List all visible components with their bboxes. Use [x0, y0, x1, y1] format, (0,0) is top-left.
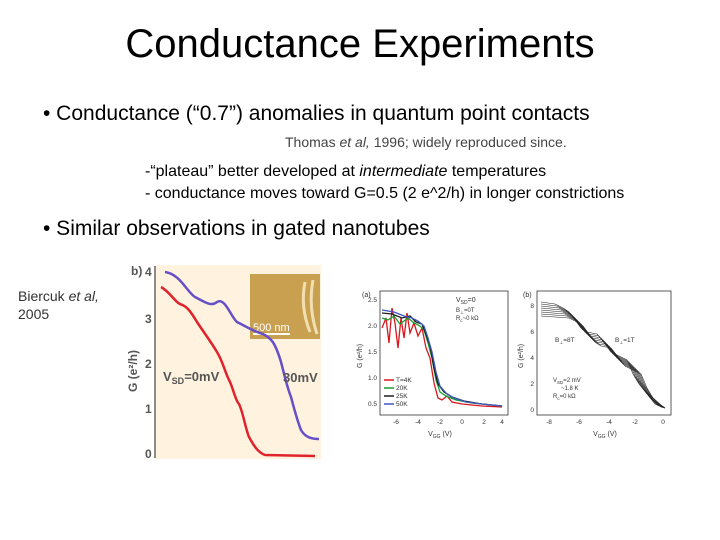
x-ticks [546, 419, 665, 426]
legend-label-20k: 20K [396, 385, 408, 392]
ytick-label: 1 [145, 402, 152, 416]
figure-nanotube-left [125, 262, 325, 462]
ytick-label: 1.5 [367, 349, 377, 356]
xtick-label: -6 [393, 419, 399, 426]
ytick-label: 1.0 [367, 375, 377, 382]
legend-label-25k: 25K [396, 393, 408, 400]
ytick-label: 8 [530, 303, 534, 310]
citation-thomas-rest: 1996; widely reproduced since. [369, 134, 567, 150]
scale-bar-label: 500 nm [253, 322, 290, 334]
xtick-label: 4 [500, 419, 504, 426]
citation-biercuk [18, 287, 99, 323]
citation-biercuk-year: 2005 [18, 306, 50, 322]
ytick-label: 3 [145, 312, 152, 326]
legend [384, 377, 412, 408]
y-ticks [530, 303, 534, 414]
legend-rc: $R_c\sim 0$ kΩ [456, 316, 479, 323]
conditions-note [553, 378, 581, 401]
y-ticks [368, 297, 377, 408]
ytick-label: 2 [530, 381, 534, 388]
x-ticks [393, 419, 504, 426]
xtick-label: 0 [460, 419, 464, 426]
note-rc: $R_c=0$ kΩ [553, 394, 576, 401]
bullet-qpc: • Conductance (“0.7”) anomalies in quantum point contacts [43, 102, 590, 125]
ytick-label: 4 [145, 265, 152, 279]
bullet-nanotubes: • Similar observations in gated nanotubes [43, 217, 430, 240]
subpoint-plateau-post: temperatures [447, 163, 547, 180]
subpoint-plateau-pre: -“plateau” better developed at [145, 163, 360, 180]
ytick-label: 6 [530, 329, 534, 336]
figure-nanotube-right [515, 288, 675, 448]
ytick-label: 2 [145, 357, 152, 371]
ytick-label: 0 [530, 407, 534, 414]
label-b-8t: $B_\perp=8T$ [555, 337, 575, 345]
slide-title: Conductance Experiments [125, 22, 595, 66]
xtick-label: 0 [661, 419, 665, 426]
xtick-label: -4 [415, 419, 421, 426]
note-temp: ~1.8 K [561, 386, 579, 392]
y-ticks [145, 265, 152, 461]
citation-biercuk-author: Biercuk [18, 288, 69, 304]
legend-label-50k: 50K [396, 401, 408, 408]
panel-label: (b) [523, 292, 532, 299]
legend-header [456, 297, 479, 323]
y-axis-label: G (e²/h) [357, 343, 364, 368]
xtick-label: -2 [632, 419, 638, 426]
field-curve [541, 306, 665, 408]
xtick-label: -6 [576, 419, 582, 426]
label-b-1t: $B_\perp=1T$ [615, 337, 635, 345]
legend-b: $B_\perp=0T$ [456, 308, 475, 315]
ytick-label: 2.0 [367, 323, 377, 330]
label-30mv: 30mV [283, 370, 318, 385]
label-vsd-0mv: $V_{SD}=0mV$ [163, 369, 220, 386]
legend-vsd: $V_{SD}=0$ [456, 297, 476, 306]
ytick-label: 0.5 [367, 401, 377, 408]
subpoint-plateau [145, 162, 546, 182]
citation-thomas-etal: et al, [339, 134, 370, 150]
citation-biercuk-etal: et al, [68, 288, 99, 304]
figure-nanotube-middle [352, 288, 512, 448]
y-axis-label: G (e²/h) [518, 343, 525, 368]
curve-family [541, 302, 665, 408]
xtick-label: 2 [482, 419, 486, 426]
xtick-label: -2 [437, 419, 443, 426]
subpoint-plateau-em: intermediate [359, 163, 448, 180]
note-vsd: $V_{SD}=2$ mV [553, 378, 581, 385]
ytick-label: 2.5 [367, 297, 377, 304]
x-axis-label: $V_{GG}$ (V) [593, 431, 617, 440]
citation-thomas [285, 134, 567, 150]
xtick-label: -4 [606, 419, 612, 426]
citation-thomas-author: Thomas [285, 134, 340, 150]
panel-label: (a) [362, 292, 371, 299]
ytick-label: 0 [145, 447, 152, 461]
xtick-label: -8 [546, 419, 552, 426]
panel-label: b) [131, 264, 143, 278]
y-axis-label: G (e²/h) [126, 350, 140, 392]
legend-label-4k: T=4K [396, 377, 412, 384]
ytick-label: 4 [530, 355, 534, 362]
subpoint-constrictions: - conductance moves toward G=0.5 (2 e^2/h) in longer constrictions [145, 185, 625, 202]
x-axis-label: $V_{GG}$ (V) [428, 431, 452, 440]
